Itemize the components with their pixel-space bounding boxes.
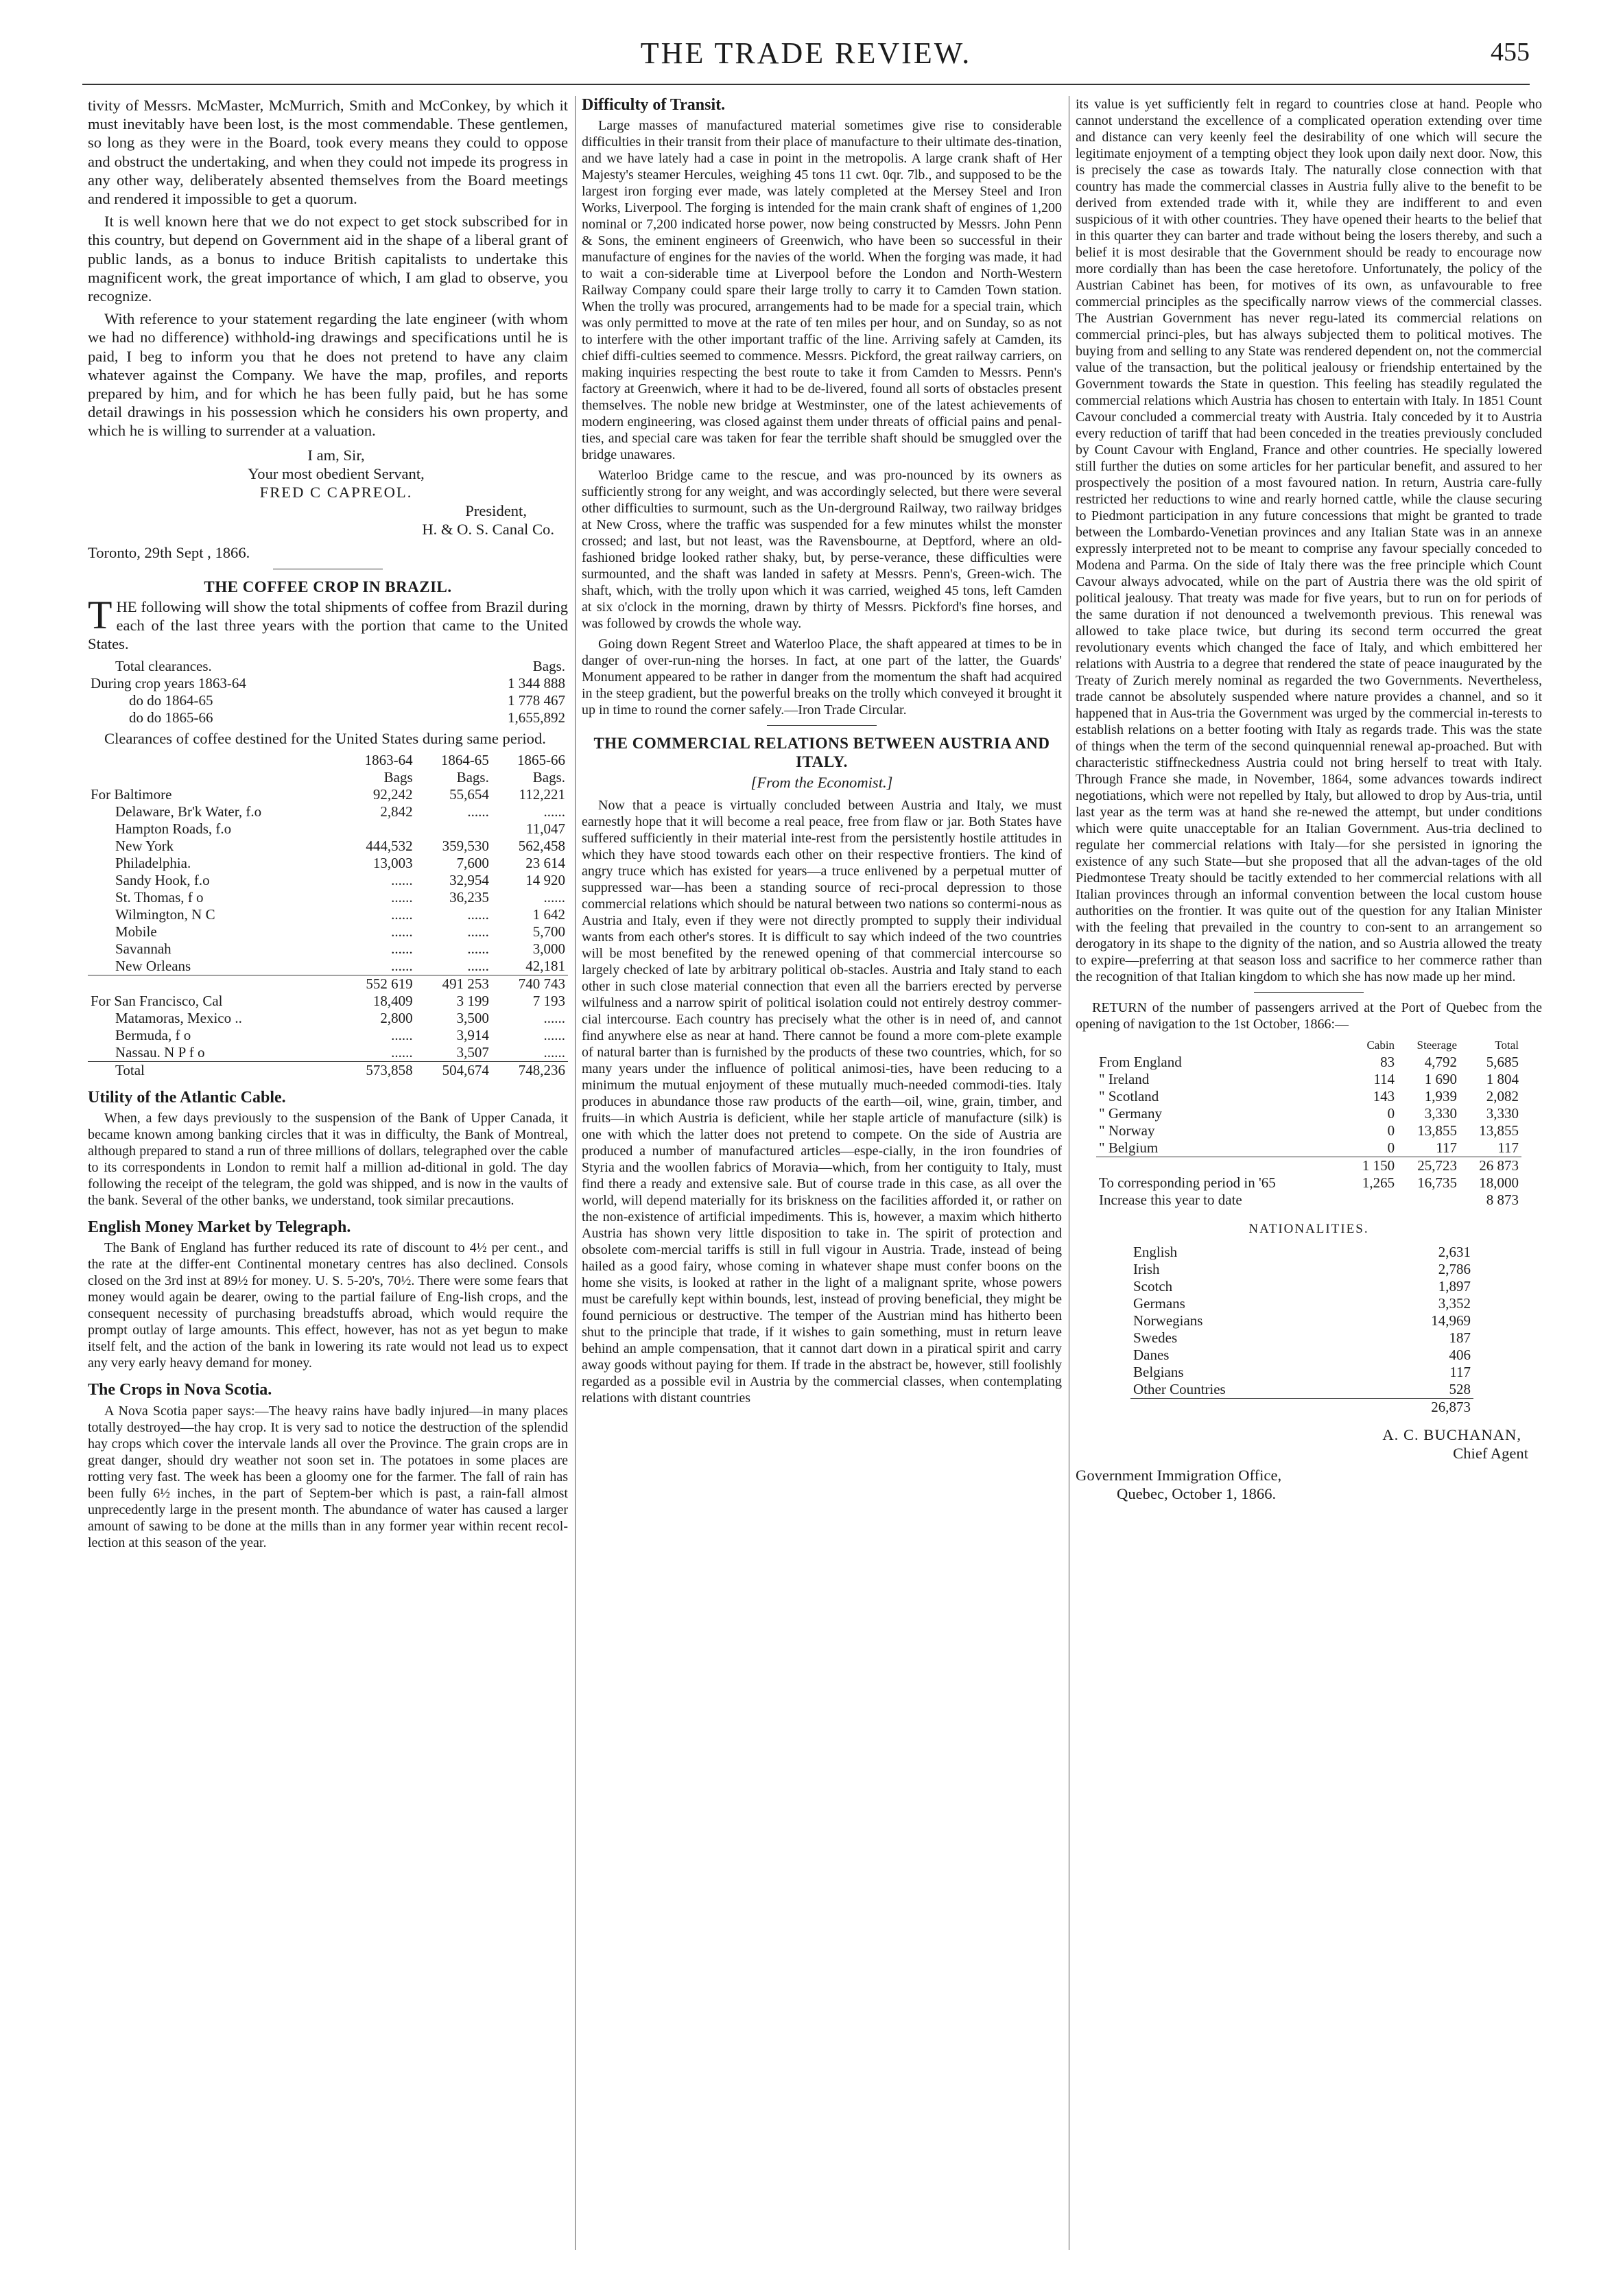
dateline: Toronto, 29th Sept , 1866. <box>88 543 250 561</box>
article-paragraph: Large masses of manufactured material sometimes give rise to considerable difficulties in their transit from their place of manufacture to their ultimate des-tination, and we have lately had a case in point in the metropolis. A large crank shaft of Her Majesty's steamer Hercules, weighing 45 tons 11 cwt. 0qr. 7lb., and supposed to be the largest iron forging ever made, was lately completed at the Mersey Steel and Iron Works, Liverpool. The forging is intended for the main crank shaft of engines of 1,200 nominal or 7,200 indicated horse power, now being constructed by Messrs. John Penn & Sons, the eminent engineers of Greenwich, who have been so successful in their manufacture of engines for the navies of the world. When the forging was made, it had to wait a con-siderable time at Liverpool before the London and North-Western Railway Company could spare their large trolly to carry it to Camden Town station. When the trolly was procured, arrangements had to be made for a special train, which was only permitted to move at the rate of ten miles per hour, and on Sunday, so as not to interfere with the other important traffic of the line. Arriving safely at Camden, its chief diffi-culties seemed to commence. Messrs. Pickford, the great railway carriers, on making inquiries respecting the best route to take it from Camden to Messrs. Penn's factory at Greenwich, where it had to be de-livered, found all sorts of obstacles present themselves. The noble new bridge at Westminster, one of the latest achievements of modern engineering, was closed against them under threats of official pains and penal-ties, and special care was taken for fear the terrible shaft should be smuggled over the bridge unawares. <box>582 118 1062 463</box>
table-cell: 11,047 <box>526 820 565 837</box>
table-cell: 3,507 <box>456 1043 489 1061</box>
table-row <box>88 692 568 709</box>
section-heading: Utility of the Atlantic Cable. <box>88 1088 286 1106</box>
table-cell: 18,000 <box>1479 1174 1519 1191</box>
nationalities-table <box>1130 1244 1473 1416</box>
table-cell: English <box>1133 1244 1178 1261</box>
table-row <box>1096 1054 1521 1071</box>
signer-org: H. & O. S. Canal Co. <box>422 521 554 539</box>
table-row <box>1096 1122 1521 1139</box>
table-cell <box>88 752 339 769</box>
table-cell: do do 1864-65 <box>129 691 213 709</box>
table-cell: 14 920 <box>525 871 565 888</box>
table-cell: ...... <box>467 923 489 940</box>
table-cell: For Baltimore <box>91 785 172 803</box>
column-rule-1 <box>575 96 576 2250</box>
page-header <box>82 36 1530 84</box>
table-header: Bags <box>383 768 413 785</box>
table-cell: 1 344 888 <box>508 674 565 691</box>
table-cell: Total <box>88 1061 339 1079</box>
table-cell: Danes <box>1133 1347 1170 1364</box>
table-row <box>1096 1088 1521 1105</box>
table-cell: 2,631 <box>1438 1244 1471 1261</box>
agent-signature <box>1076 1425 1542 1503</box>
table-cell <box>339 820 415 838</box>
table-row <box>88 1061 568 1079</box>
table-header: Cabin <box>1366 1039 1395 1052</box>
section-heading: THE COMMERCIAL RELATIONS BETWEEN AUSTRIA AND ITALY. <box>593 735 1050 771</box>
section-heading: English Money Market by Telegraph. <box>88 1218 351 1237</box>
table-cell: 3,330 <box>1486 1105 1519 1122</box>
table-row <box>88 1010 568 1027</box>
dropcap-letter: T <box>88 593 112 638</box>
table-row <box>1130 1381 1473 1399</box>
table-cell: Delaware, Br'k Water, f.o <box>115 803 262 820</box>
table-cell: For San Francisco, Cal <box>91 992 223 1009</box>
table-row <box>1130 1364 1473 1381</box>
table-cell: 1,655,892 <box>508 709 565 726</box>
table-cell: Germans <box>1133 1295 1185 1312</box>
table-cell: 0 <box>1387 1139 1395 1156</box>
table-cell: " Ireland <box>1099 1071 1150 1087</box>
table-cell <box>1096 1037 1346 1054</box>
clearances-table <box>88 658 568 726</box>
table-row <box>1096 1139 1521 1157</box>
table-row <box>88 803 568 820</box>
table-cell: 1 690 <box>1424 1071 1458 1087</box>
table-cell: 143 <box>1373 1088 1395 1104</box>
table-cell: 8 873 <box>1486 1192 1519 1208</box>
table-cell: 1,897 <box>1438 1278 1471 1295</box>
table-cell: 83 <box>1380 1054 1395 1070</box>
table-header: Bags. <box>532 657 565 674</box>
table-cell: 32,954 <box>449 871 489 888</box>
table-row <box>1130 1399 1473 1417</box>
article-paragraph: Now that a peace is virtually concluded between Austria and Italy, we must earnestly hope that it will become a real peace, free from flaw or jar. Both States have suffered sufficiently in their material inte-rest from the persistently hostile attitudes in which they have stood towards each other on their respective frontiers. The kind of angry truce which has existed for years—a truce enlivened by a perpetual mutter of suppressed war—has been a standing source of reci-procal depression to those commercial relations which should be natural between two nations so contermi-nous as Austria and Italy, even if they were not directly prompted to supply their individual wants from each other's stores. It is difficult to say which indeed of the two countries will be most benefited by the renewed opening of that commercial intercourse so largely checked of late by arbitrary political ob-stacles. Austria and Italy stand to each other in such close material connection that even all the barriers erected by perverse wilfulness and a narrow spirit of political isolation could not entirely destroy commer-cial intercourse. Each country has precisely what the other is in need of, and cannot find anywhere else as near at hand. There cannot be found a more com-plete example of natural barter than is furnished by the products of these two countries, which, for so many years under the influence of political animosi-ties, have been reducing to a minimum the mutual enjoyment of these mutually much-needed commodi-ties. Italy produces in abundance those raw products of the earth—oil, wine, grain, timber, and fruits—in which Austria is deficient, while her staple article of manufacture (silk) is one with which the latter does not pretend to compete. On the side of Austria are produced a number of manufactured articles—espe-cially, in the iron foundries of Styria and the woollen fabrics of Moravia—which, from her contiguity to Italy, must find there a ready and extensive sale. But of course trade in this case, as all over the world, will depend materially for its briskness on the facilities afforded it, or rather on the non-existence of artificial impediments. This is, however, a maxim which hitherto Austria has shown very little disposition to take in. The spirit of protection and obsolete com-mercial tariffs is still in full vigour in Austria. Trade, instead of being hailed as a good fairy, whose coming in whatever shape must confer boons on the home she visits, is looked at rather in the light of a malignant sprite, whose powers must be carefully kept within bounds, lest, instead of proving beneficial, they might be found pernicious or destructive. The temper of the Austrian mind has hitherto been shut to the principle that trade, if it wishes to gain something, must in return leave behind an ample compensation, that it cannot dart down in a piratical spirit and carry away goods without paying for them. If trade in the abstract be, however, still foolishly regarded as a possible evil in Austria by the commercial classes, when contemplating relations with distant countries <box>582 797 1062 1406</box>
table-row <box>88 958 568 975</box>
table-row <box>88 855 568 872</box>
table-row <box>1130 1347 1473 1364</box>
table-cell: Norwegians <box>1133 1312 1203 1329</box>
table-cell: 117 <box>1497 1139 1519 1156</box>
table-cell: ...... <box>467 906 489 923</box>
table-cell <box>88 769 339 786</box>
table-row <box>1096 1157 1521 1175</box>
column-2 <box>582 96 1062 2277</box>
table-cell: do do 1865-66 <box>129 709 213 726</box>
table-cell: 552 619 <box>339 975 415 993</box>
column-3 <box>1076 96 1542 2277</box>
table-cell: " Belgium <box>1099 1139 1159 1156</box>
table-header: Steerage <box>1417 1039 1458 1052</box>
table-cell <box>88 975 339 993</box>
table-cell: 55,654 <box>449 785 489 803</box>
table-row <box>1096 1105 1521 1122</box>
table-cell: 42,181 <box>525 957 565 974</box>
table-cell: 1,265 <box>1362 1174 1395 1191</box>
table-cell: Swedes <box>1133 1329 1178 1347</box>
coffee-intro-text: HE following will show the total shipments of coffee from Brazil during each of the last three years with the portion that came to the United States. <box>88 598 568 653</box>
table-cell: 13,855 <box>1479 1122 1519 1139</box>
table-cell: 114 <box>1373 1071 1395 1087</box>
table-cell: 4,792 <box>1424 1054 1458 1070</box>
header-rule <box>82 84 1530 85</box>
article-paragraph: Going down Regent Street and Waterloo Place, the shaft appeared at times to be in danger of over-run-ning the horses. In fact, at one part of the latter, the Guards' Monument appeared to be rather in danger from the momentum the shaft had acquired in the steep gradient, but the powerful breaks on the trolly which conveyed it brought it up in time to round the corner safely.—Iron Trade Circular. <box>582 637 1062 718</box>
table-cell: ...... <box>543 1009 565 1026</box>
table-cell <box>1096 1157 1346 1175</box>
table-cell: ...... <box>391 906 413 923</box>
nationalities-title: NATIONALITIES. <box>1248 1222 1369 1236</box>
table-cell: ...... <box>467 957 489 974</box>
letter-signoff <box>88 446 568 562</box>
table-row <box>88 993 568 1010</box>
table-cell: 2,800 <box>380 1009 413 1026</box>
table-row <box>1096 1174 1521 1192</box>
table-header: 1863-64 <box>364 751 413 768</box>
table-cell: 0 <box>1387 1122 1395 1139</box>
table-cell: From England <box>1099 1054 1182 1070</box>
table-cell: 7,600 <box>456 854 489 871</box>
table-cell: 2,082 <box>1486 1088 1519 1104</box>
table-cell: New Orleans <box>115 957 191 974</box>
table-cell: ...... <box>391 940 413 957</box>
table-cell: 92,242 <box>372 785 413 803</box>
table-cell: 117 <box>1449 1364 1471 1381</box>
table-row <box>88 872 568 889</box>
letter-paragraph: It is well known here that we do not expect to get stock subscribed for in this country, but depend on Government aid in the shape of a liberal grant of public lands, as a bonus to induce British capitalists to undertake this magnificent work, the great importance of which, I am glad to observe, you recognize. <box>88 213 568 305</box>
table-cell: 26,873 <box>1365 1399 1473 1417</box>
table-cell: 528 <box>1449 1381 1471 1398</box>
table-cell: 112,221 <box>519 785 565 803</box>
table-row <box>1130 1329 1473 1347</box>
table-cell <box>1130 1399 1365 1417</box>
table-cell: 117 <box>1436 1139 1458 1156</box>
table-row <box>88 752 568 769</box>
column-1 <box>88 96 568 2277</box>
table-row <box>88 786 568 803</box>
table-row <box>88 1027 568 1044</box>
table-row <box>88 889 568 906</box>
table-cell: Scotch <box>1133 1278 1173 1295</box>
table-cell: ...... <box>391 923 413 940</box>
table-cell: 3,352 <box>1438 1295 1471 1312</box>
page-number: 455 <box>1491 38 1530 67</box>
table-cell: 2,842 <box>380 803 413 820</box>
table-cell: 406 <box>1449 1347 1471 1364</box>
table-cell: Other Countries <box>1133 1381 1226 1398</box>
us-clearances-intro: Clearances of coffee destined for the United States during same period. <box>104 729 546 747</box>
table-row <box>1096 1192 1521 1209</box>
table-cell: Bermuda, f o <box>115 1026 191 1043</box>
table-cell: 18,409 <box>372 992 413 1009</box>
table-header: 1865-66 <box>517 751 565 768</box>
table-cell: ...... <box>543 1043 565 1061</box>
table-row <box>88 658 568 675</box>
article-paragraph: Waterloo Bridge came to the rescue, and was pro-nounced by its owners as sufficiently strong for any weight, and was accordingly selected, but there were several other difficulties to surmount, such as the Un-derground Railway, two railway bridges at New Cross, where the traffic was suspended for a few minutes whilst the monster crossed; and last, but not least, was the Ravensbourne, at Deptford, where an old-fashioned bridge looked rather shaky, but, by perse-verance, these difficulties were surmounted, and the shaft was landed in safety at Messrs. Penn's, Green-wich. The shaft, which, with the trolly upon which it was carried, weighed 45 tons, left Camden at six o'clock in the morning, drawn by thirty of Messrs. Pickford's fine horses, and was followed by crowds the whole way. <box>582 468 1062 632</box>
us-clearances-table <box>88 752 568 1079</box>
table-cell: New York <box>115 837 174 854</box>
table-row <box>88 675 568 692</box>
table-cell: 23 614 <box>525 854 565 871</box>
table-cell: ...... <box>543 888 565 906</box>
table-header: 1864-65 <box>440 751 489 768</box>
table-cell: ...... <box>543 1026 565 1043</box>
agent-office: Government Immigration Office, <box>1076 1466 1282 1484</box>
table-row <box>1130 1295 1473 1312</box>
letter-paragraph: With reference to your statement regarding the late engineer (with whom we had no difference) withhold-ing drawings and specifications until he is paid, I beg to inform you that he does not pretend to have any claim whatever against the Company. We have the map, profiles, and reports prepared by him, and for which he has been fully paid, but he has some detail drawings in his possession which he considers his own property, and which he is willing to surrender at a valuation. <box>88 310 568 440</box>
article-paragraph: its value is yet sufficiently felt in regard to countries close at hand. People who cannot understand the excellence of a complicated operation extending over time and distance can very keenly feel the desirability of one which will secure the legitimate enjoyment of a tempting object they look upon daily next door. Now, this is precisely the case as towards Italy. The naturally close connection with that country has made the commercial classes in Austria fully alive to the benefit to be derived from extended trade with it, while they are indifferent to and even suspicious of it with other countries. They have opened their hearts to the belief that in this quarter they can barter and trade without being the losers thereby, and such a belief it is most desirable that the Government should be ready to encourage now more cordially than has been the case heretofore. Unfortunately, the policy of the Austrian Cabinet has been, for motives of its own, as unfavourable to free commercial principles as the specifically narrow views of the commercial classes. The Austrian Government has never regu-lated its commercial relations on commercial princi-ples, but has always subjected them to political motives. The buying from and selling to any State was rendered dependent on, not the commercial value of the transaction, but the political jealousy or friendship entertained by the Government towards the State in question. This feeling has steadily regulated the commercial relations which Austria has chosen to entertain with Italy. In 1851 Count Cavour concluded a commercial treaty with Austria. Italy conceded by it to Austria every reduction of tariff that had been conceded in the treaties previously concluded by Count Cavour with England, France and other countries. He specially lowered still further the duties on some articles for her particular benefit, and assured to her prospectively the position of a most favoured nation. In return, Austria care-fully restricted her reductions to wine and rearly horned cattle, while the clause securing to Piedmont participation in any future concessions that might be granted to trade between the Lombardo-Venetian provinces and any Italian State was in an annexe expressly interpreted not to be meant to comprise any favour specially conceded to Modena and Parma. On the side of Italy there was the free principle which Count Cavour always advocated, while on the part of Austria there was the old spirit of political jealousy. That treaty was made for five years, but to run on for periods of the same duration if not denounced a twelvemonth previous. This renewal was allowed to take place twice, but during its second term occurred the great revolutionary events which changed the face of Italy, and which embittered her relations with Austria to a degree that rendered the state of peace inaugurated by the Treaty of Zurich merely nominal as regarded the two Governments. Nevertheless, trade cannot be absolutely suspended where nature provides a channel, and so it happened that in Aus-tria the Government was urged by the commercial in-terests to establish relations on a better footing with Italy as regards trade. This was the state of things when the term of the second quinquennial renewal ap-proached. But with characteristic stiffneckedness Austria could not bring herself to treat with Italy. Through France she made, in November, 1864, some advances towards indirect negotiations, which were not repelled by Italy, but allowed to drop by Aus-tria, until last year as the term was at hand she re-newed the attempt, but under conditions which were quite unacceptable for an Italian Government. Aus-tria declined to regulate her commercial relations with Italy—for she persisted in ignoring the existence of any such State—but she proposed that all the advan-tages of the old Piedmontese Treaty should be tacitly extended to her commercial relations with all Italian provinces through an informal convention between the local custom house authorities on the frontier. It was quite out of the question for any Italian Minister with the feeling that prevailed in the country to con-sent to an arrangement so derogatory in its shape to the dignity of the nation, and so Austria allowed the treaty to expire—preferring at that season loss and sacrifice to her commerce rather than the recognition of that Italian kingdom to which she has now made up her mind. <box>1076 97 1542 984</box>
table-cell: 444,532 <box>366 837 413 854</box>
table-row <box>88 1044 568 1062</box>
table-cell: ...... <box>391 888 413 906</box>
table-cell <box>416 820 492 838</box>
table-cell: Philadelphia. <box>115 854 191 871</box>
table-cell: Nassau. N P f o <box>115 1043 205 1061</box>
article-paragraph: When, a few days previously to the suspension of the Bank of Upper Canada, it became known among banking circles that it was in difficulty, the Bank of Montreal, although prepared to stand a run of three millions of dollars, telegraphed over the cable to its correspondents in London to remit half a million ad-ditional in gold. The day following the receipt of the telegram, the gold was shipped, and is now in the vaults of the bank. Several of the other banks, we understand, took similar precautions. <box>88 1111 568 1209</box>
table-cell: Wilmington, N C <box>115 906 215 923</box>
letter-paragraph: tivity of Messrs. McMaster, McMurrich, Smith and McConkey, by which it must inevitably have been lost, is the most commendable. These gentlemen, so long as they were in the Board, took every means they could to oppose and obstruct the undertaking, and when they could not impede its progress in any other way, deliberately absented themselves from the Board meetings and rendered it impossible to get a quorum. <box>88 97 568 208</box>
agent-name: A. C. BUCHANAN, <box>1382 1426 1521 1444</box>
table-header: Bags. <box>456 768 489 785</box>
agent-date: Quebec, October 1, 1866. <box>1117 1484 1277 1502</box>
article-paragraph: A Nova Scotia paper says:—The heavy rains have badly injured—in many places totally destroyed—the hay crop. It is very sad to notice the destruction of the splendid hay crops which cover the intervale lands all over the Province. The grain crops are in great danger, should dry weather not soon set in. The potatoes in some places are rotting very fast. The week has been a gloomy one for the farmer. The fall of rain has been fully 6½ inches, in the part of Septem-ber which is past, a rain-fall almost unprecedently large in the present month. The abundance of water has caused a larger amount of sawing to be done at the mills than in any former year within recent recol-lection at this season of the year. <box>88 1403 568 1550</box>
section-heading: THE COFFEE CROP IN BRAZIL. <box>204 578 452 595</box>
table-cell: 3,000 <box>532 940 565 957</box>
table-cell: Matamoras, Mexico .. <box>115 1009 242 1026</box>
table-row <box>88 838 568 855</box>
table-cell: 26 873 <box>1460 1157 1521 1175</box>
passenger-return-intro: RETURN of the number of passengers arrived at the Port of Quebec from the opening of navigation to the 1st October, 1866:— <box>1076 1000 1542 1032</box>
table-cell: 359,530 <box>442 837 489 854</box>
agent-title: Chief Agent <box>1453 1445 1528 1463</box>
table-cell: 36,235 <box>449 888 489 906</box>
table-header: Bags. <box>532 768 565 785</box>
table-cell: ...... <box>391 1026 413 1043</box>
table-cell: 562,458 <box>518 837 565 854</box>
table-cell: ...... <box>543 803 565 820</box>
table-cell: St. Thomas, f o <box>115 888 204 906</box>
table-cell: Sandy Hook, f.o <box>115 871 210 888</box>
section-heading: The Crops in Nova Scotia. <box>88 1381 272 1399</box>
table-cell: ...... <box>467 803 489 820</box>
table-row <box>1096 1037 1521 1054</box>
table-cell: 3,500 <box>456 1009 489 1026</box>
table-row <box>1130 1261 1473 1278</box>
table-cell: 748,236 <box>492 1061 568 1079</box>
table-cell: ...... <box>391 871 413 888</box>
signer-title: President, <box>465 502 527 520</box>
table-cell: 1 150 <box>1346 1157 1398 1175</box>
table-cell: 573,858 <box>339 1061 415 1079</box>
table-cell: 0 <box>1387 1105 1395 1122</box>
table-cell: " Norway <box>1099 1122 1155 1139</box>
table-cell: During crop years 1863-64 <box>91 674 246 691</box>
table-cell: ...... <box>391 1043 413 1061</box>
table-cell: To corresponding period in '65 <box>1099 1174 1276 1191</box>
table-row <box>88 709 568 726</box>
table-cell: 491 253 <box>416 975 492 993</box>
table-row <box>88 975 568 993</box>
table-row <box>88 769 568 786</box>
table-header: Total clearances. <box>115 657 212 674</box>
table-cell: 5,685 <box>1486 1054 1519 1070</box>
table-row <box>88 820 568 838</box>
table-cell: " Scotland <box>1099 1088 1159 1104</box>
article-source: [From the Economist.] <box>750 773 893 791</box>
table-row <box>88 906 568 923</box>
table-cell: 740 743 <box>492 975 568 993</box>
table-cell: Savannah <box>115 940 171 957</box>
table-header: Total <box>1495 1039 1519 1052</box>
table-cell: 16,735 <box>1417 1174 1458 1191</box>
table-cell: 5,700 <box>532 923 565 940</box>
salutation: I am, Sir, <box>307 446 365 464</box>
table-cell: 1,939 <box>1424 1088 1458 1104</box>
table-cell: 14,969 <box>1431 1312 1471 1329</box>
masthead-title: THE TRADE REVIEW. <box>640 36 972 70</box>
table-cell: " Germany <box>1099 1105 1162 1122</box>
table-row <box>1130 1244 1473 1261</box>
passenger-table <box>1096 1037 1521 1209</box>
table-row <box>1096 1071 1521 1088</box>
table-cell: 1 778 467 <box>508 691 565 709</box>
table-cell: 3 199 <box>456 992 489 1009</box>
table-cell: 187 <box>1449 1329 1471 1347</box>
table-cell: 2,786 <box>1438 1261 1471 1278</box>
table-cell: 504,674 <box>416 1061 492 1079</box>
table-cell: Increase this year to date <box>1099 1192 1242 1208</box>
table-cell: 25,723 <box>1397 1157 1460 1175</box>
divider <box>1254 992 1364 993</box>
closing: Your most obedient Servant, <box>248 464 425 482</box>
coffee-intro <box>88 593 568 654</box>
table-cell: 13,003 <box>372 854 413 871</box>
table-cell: 3,914 <box>456 1026 489 1043</box>
section-heading: Difficulty of Transit. <box>582 96 726 114</box>
table-row <box>1130 1278 1473 1295</box>
table-cell: 13,855 <box>1417 1122 1458 1139</box>
table-cell: 7 193 <box>532 992 565 1009</box>
table-cell: ...... <box>467 940 489 957</box>
table-row <box>88 923 568 940</box>
table-cell: Hampton Roads, f.o <box>115 820 232 837</box>
table-cell: 3,330 <box>1424 1105 1458 1122</box>
table-cell: Belgians <box>1133 1364 1184 1381</box>
divider <box>767 725 877 726</box>
table-row <box>1130 1312 1473 1329</box>
table-cell: 1 804 <box>1486 1071 1519 1087</box>
table-cell: Mobile <box>115 923 157 940</box>
table-cell: Irish <box>1133 1261 1160 1278</box>
article-paragraph: The Bank of England has further reduced its rate of discount to 4½ per cent., and the rate at the differ-ent Continental monetary centres has also declined. Consols closed on the 3rd inst at 89½ for money. U. S. 5-20's, 70½. There were some fears that money would again be dearer, owing to the partial failure of Eng-lish crops, and the consequent necessity of purchasing breadstuffs abroad, which would require the prompt outlay of large amounts. This effect, however, has not as yet begun to make itself felt, and the action of the bank in lowering its rate would not lead us to expect any very early heavy demand for money. <box>88 1240 568 1371</box>
table-cell: 1 642 <box>532 906 565 923</box>
table-row <box>88 940 568 958</box>
signer-name: FRED C CAPREOL. <box>259 484 413 501</box>
table-cell: ...... <box>391 957 413 974</box>
